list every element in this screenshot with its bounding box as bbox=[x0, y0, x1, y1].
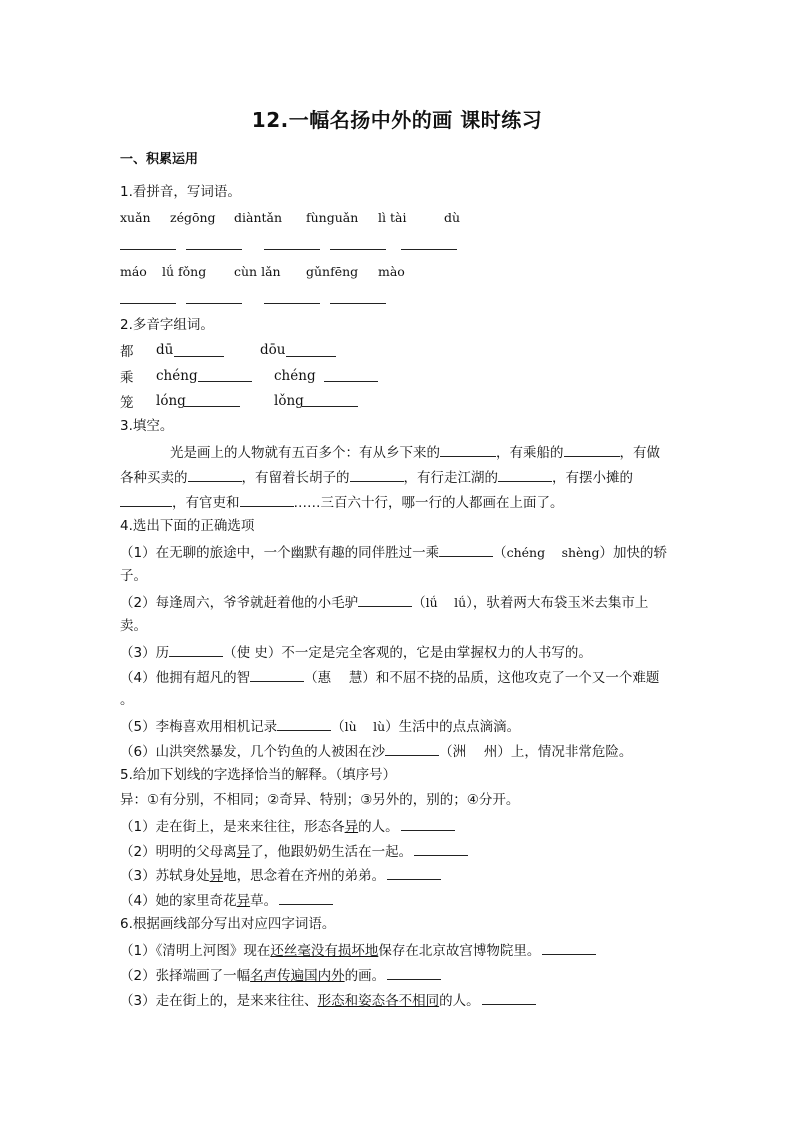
text: （1）走在街上，是来来往往，形态各 bbox=[120, 819, 345, 835]
answer-blank[interactable] bbox=[330, 303, 386, 304]
text: （4）他拥有超凡的智 bbox=[120, 670, 251, 686]
text: ）生活中的点点滴滴。 bbox=[385, 719, 521, 735]
q4-item-4 bbox=[120, 666, 659, 688]
pinyin: cùn lǎn bbox=[234, 264, 281, 279]
underlined-char: 异 bbox=[236, 844, 251, 860]
q5-item bbox=[120, 864, 441, 886]
answer-blank[interactable] bbox=[498, 466, 552, 482]
polyphone-char: 都 bbox=[120, 344, 134, 360]
q3-paragraph-line bbox=[120, 466, 633, 488]
answer-blank[interactable] bbox=[277, 715, 331, 731]
answer-blank[interactable] bbox=[414, 840, 468, 856]
q4-item-2-cont: 卖。 bbox=[120, 618, 147, 634]
q3-heading: 3.填空。 bbox=[120, 418, 174, 434]
q5-definitions: 异：①有分别，不相同；②奇异、特别；③另外的，别的；④分开。 bbox=[120, 792, 520, 808]
pinyin: fùnguǎn bbox=[306, 210, 359, 225]
answer-blank[interactable] bbox=[120, 303, 176, 304]
answer-blank[interactable] bbox=[439, 541, 493, 557]
answer-blank[interactable] bbox=[250, 666, 304, 682]
q5-heading: 5.给加下划线的字选择恰当的解释。（填序号） bbox=[120, 767, 397, 783]
answer-blank[interactable] bbox=[387, 964, 441, 980]
pinyin: zégōng bbox=[170, 210, 216, 225]
pinyin: lǘ fǒng bbox=[162, 264, 207, 279]
text: 的人。 bbox=[358, 819, 399, 835]
answer-blank[interactable] bbox=[286, 356, 336, 357]
text: （6）山洪突然暴发，几个钓鱼的人被困在沙 bbox=[120, 744, 386, 760]
text: （3）走在街上的，是来来往往、 bbox=[120, 993, 318, 1009]
pinyin-options: chéng shèng bbox=[506, 545, 600, 560]
text: （ bbox=[331, 719, 345, 735]
q6-heading: 6.根据画线部分写出对应四字词语。 bbox=[120, 916, 336, 932]
answer-blank[interactable] bbox=[302, 406, 358, 407]
answer-blank[interactable] bbox=[264, 249, 320, 250]
text: （洲 州）上，情况非常危险。 bbox=[439, 744, 633, 760]
pinyin: lì tài bbox=[378, 210, 407, 225]
answer-blank[interactable] bbox=[330, 249, 386, 250]
answer-blank[interactable] bbox=[184, 406, 240, 407]
text: 各种买卖的 bbox=[120, 470, 188, 486]
section-heading: 一、积累运用 bbox=[120, 152, 199, 167]
answer-blank[interactable] bbox=[440, 441, 496, 457]
pinyin: xuǎn bbox=[120, 210, 151, 225]
answer-blank[interactable] bbox=[482, 989, 536, 1005]
text: （使 史）不一定是完全客观的，它是由掌握权力的人书写的。 bbox=[223, 645, 592, 661]
text: （2）张择端画了一幅 bbox=[120, 968, 251, 984]
text: （2）每逢周六，爷爷就赶着他的小毛驴 bbox=[120, 595, 359, 611]
pinyin: gǔnfēng bbox=[306, 264, 359, 279]
answer-blank[interactable] bbox=[401, 249, 457, 250]
pinyin: diàntǎn bbox=[234, 210, 283, 225]
q5-item bbox=[120, 889, 333, 911]
text: （ bbox=[493, 545, 507, 561]
q6-item bbox=[120, 964, 441, 986]
q5-item bbox=[120, 840, 468, 862]
q3-paragraph-line bbox=[120, 491, 564, 513]
pinyin: máo bbox=[120, 264, 147, 279]
answer-blank[interactable] bbox=[279, 889, 333, 905]
q6-item bbox=[120, 939, 596, 961]
pinyin: dù bbox=[444, 210, 461, 225]
q4-item-5 bbox=[120, 715, 520, 737]
pinyin: dū bbox=[156, 342, 174, 358]
pinyin: mào bbox=[378, 264, 405, 279]
underlined-phrase: 还丝毫没有损坏地 bbox=[270, 943, 379, 959]
pinyin: lǒng bbox=[274, 393, 304, 409]
pinyin: dōu bbox=[260, 342, 286, 358]
answer-blank[interactable] bbox=[358, 591, 412, 607]
q4-item-6 bbox=[120, 740, 632, 762]
text: 了，他跟奶奶生活在一起。 bbox=[250, 844, 413, 860]
underlined-phrase: 名声传遍国内外 bbox=[250, 968, 345, 984]
text: （5）李梅喜欢用相机记录 bbox=[120, 719, 278, 735]
answer-blank[interactable] bbox=[169, 641, 223, 657]
text: 的人。 bbox=[439, 993, 480, 1009]
text: （1）在无聊的旅途中，一个幽默有趣的同伴胜过一乘 bbox=[120, 545, 440, 561]
q2-heading: 2.多音字组词。 bbox=[120, 317, 214, 333]
answer-blank[interactable] bbox=[186, 303, 242, 304]
text: 的画。 bbox=[344, 968, 386, 984]
page-title: 12.一幅名扬中外的画 课时练习 bbox=[251, 108, 543, 132]
q5-item bbox=[120, 815, 455, 837]
text: ，有乘船的 bbox=[496, 445, 564, 461]
pinyin: chéng bbox=[156, 368, 198, 384]
text: 保存在北京故宫博物院里。 bbox=[378, 943, 541, 959]
text: 草。 bbox=[250, 893, 278, 909]
q4-item-3 bbox=[120, 641, 592, 663]
q6-item bbox=[120, 989, 536, 1011]
text: （3）苏轼身处 bbox=[120, 868, 210, 884]
q4-heading: 4.选出下面的正确选项 bbox=[120, 518, 255, 534]
answer-blank[interactable] bbox=[186, 249, 242, 250]
text: （惠 慧）和不屈不挠的品质，这他攻克了一个又一个难题 bbox=[304, 670, 660, 686]
answer-blank[interactable] bbox=[542, 939, 596, 955]
pinyin: chéng bbox=[274, 368, 316, 384]
text: （4）她的家里奇花 bbox=[120, 893, 237, 909]
text: ），驮着两大布袋玉米去集市上 bbox=[466, 595, 649, 611]
text: ……三百六十行，哪一行的人都画在上面了。 bbox=[293, 495, 564, 511]
underlined-char: 异 bbox=[344, 819, 359, 835]
answer-blank[interactable] bbox=[174, 356, 224, 357]
text: （2）明明的父母离 bbox=[120, 844, 237, 860]
answer-blank[interactable] bbox=[240, 491, 294, 507]
underlined-char: 异 bbox=[209, 868, 224, 884]
text: ，有官吏和 bbox=[172, 495, 240, 511]
text: ）加快的轿 bbox=[599, 545, 667, 561]
answer-blank[interactable] bbox=[198, 381, 252, 382]
text: （ bbox=[412, 595, 426, 611]
text: （1）《清明上河图》现在 bbox=[120, 943, 271, 959]
pinyin-options: lǘ lǘ bbox=[425, 595, 467, 610]
text: ，有行走江湖的 bbox=[403, 470, 498, 486]
answer-blank[interactable] bbox=[264, 303, 320, 304]
q4-item-1 bbox=[120, 541, 667, 563]
q4-item-4-cont: 。 bbox=[120, 692, 134, 708]
answer-blank[interactable] bbox=[387, 864, 441, 880]
text: ，有留着长胡子的 bbox=[241, 470, 350, 486]
polyphone-char: 乘 bbox=[120, 370, 134, 386]
q1-heading: 1.看拼音，写词语。 bbox=[120, 184, 241, 200]
q3-paragraph-line bbox=[170, 441, 660, 463]
polyphone-char: 笼 bbox=[120, 395, 134, 411]
answer-blank[interactable] bbox=[385, 740, 439, 756]
answer-blank[interactable] bbox=[401, 815, 455, 831]
text: ，有摆小摊的 bbox=[552, 470, 633, 486]
text: ，有做 bbox=[619, 445, 660, 461]
text: 地，思念着在齐州的弟弟。 bbox=[223, 868, 386, 884]
q4-item-1-cont: 子。 bbox=[120, 568, 147, 584]
pinyin-options: lù lù bbox=[344, 719, 386, 734]
underlined-phrase: 形态和姿态各不相同 bbox=[317, 993, 440, 1009]
pinyin: lóng bbox=[156, 393, 186, 409]
answer-blank[interactable] bbox=[120, 491, 172, 507]
underlined-char: 异 bbox=[236, 893, 251, 909]
text: （3）历 bbox=[120, 645, 170, 661]
answer-blank[interactable] bbox=[120, 249, 176, 250]
answer-blank[interactable] bbox=[324, 381, 378, 382]
answer-blank[interactable] bbox=[564, 441, 620, 457]
answer-blank[interactable] bbox=[188, 466, 242, 482]
text: 光是画上的人物就有五百多个：有从乡下来的 bbox=[170, 445, 440, 461]
answer-blank[interactable] bbox=[350, 466, 404, 482]
q4-item-2 bbox=[120, 591, 648, 613]
